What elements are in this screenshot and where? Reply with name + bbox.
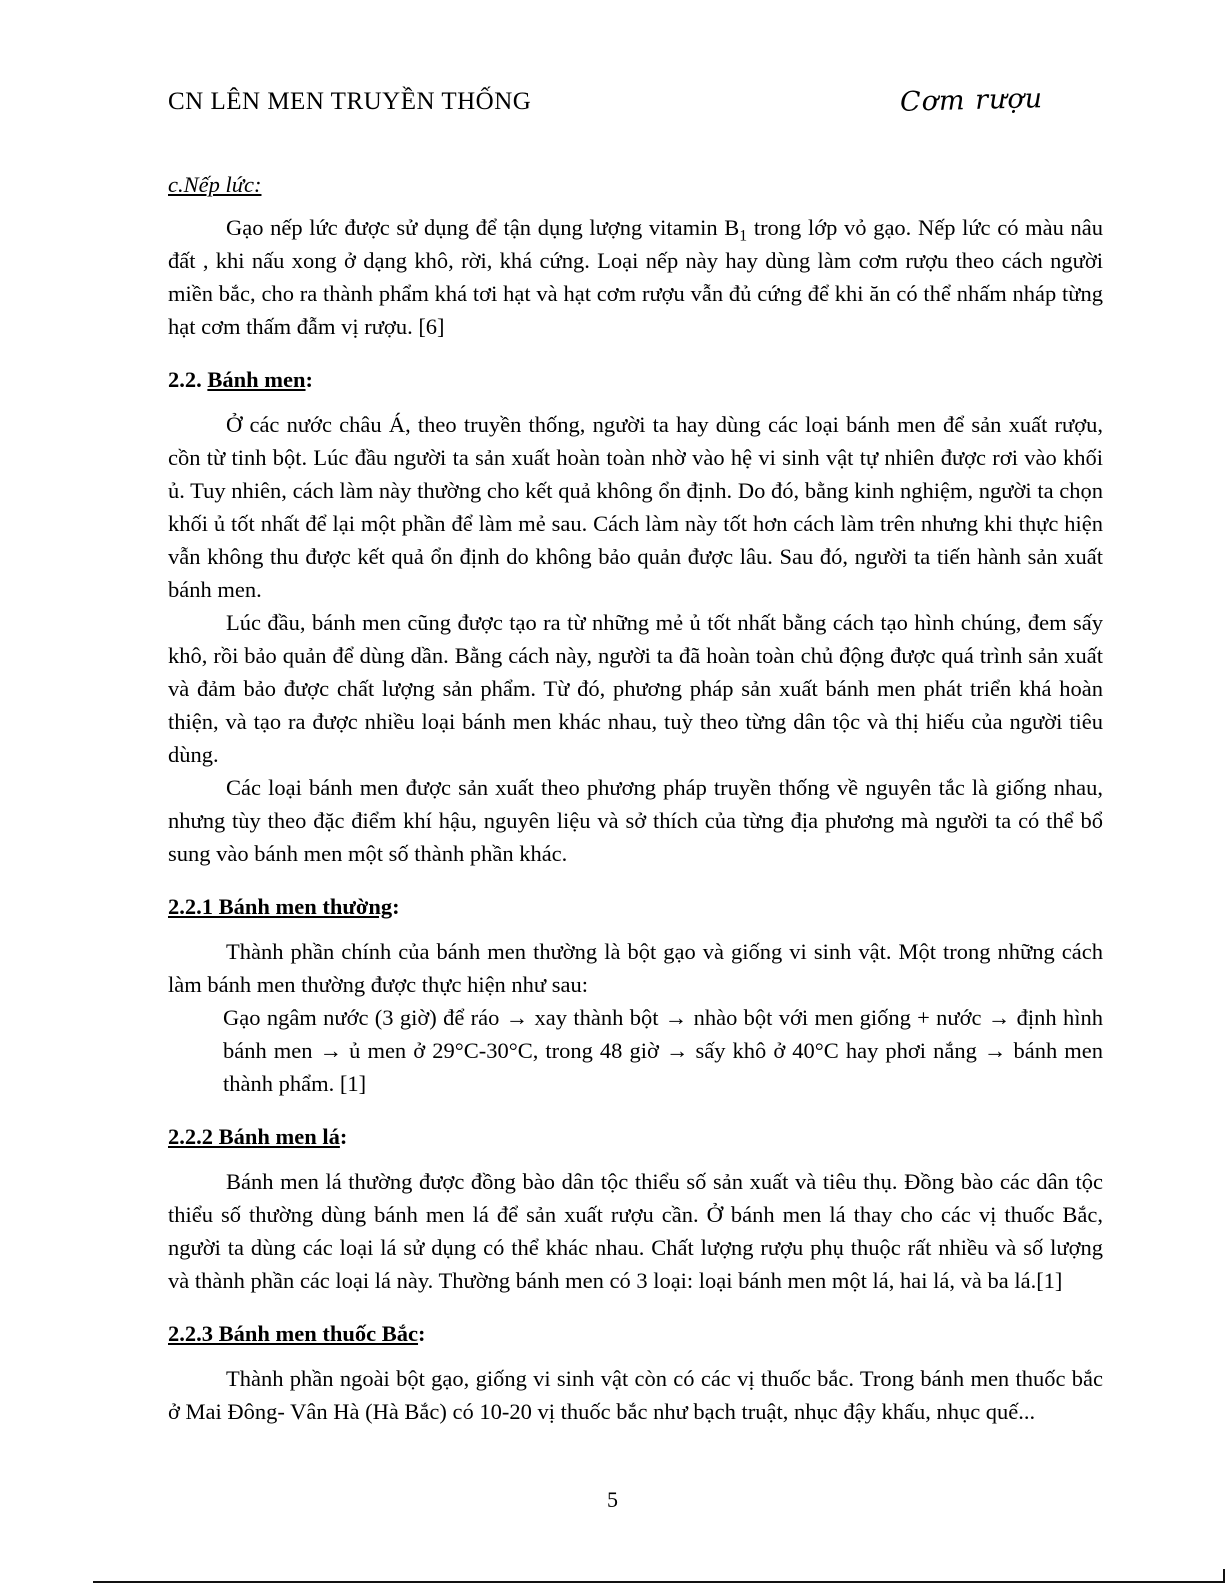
heading-banh-men-la [168,1120,1103,1153]
paragraph-text: trong lớp vỏ gạo. Nếp lức có màu nâu đất , khi nấu xong ở dạng khô, rời, khá cứng. Loại nếp này hay dùng làm cơm rượu theo cách người miền bắc, cho ra thành phẩm khá tơi hạt và hạt cơm rượu vẫn đủ cứng để khi ăn có thể nhấm nháp từng hạt cơm thấm đẫm vị rượu. [6] [168,215,1103,339]
paragraph: Ở các nước châu Á, theo truyền thống, người ta hay dùng các loại bánh men để sản xuất rượu, cồn từ tinh bột. Lúc đầu người ta sản xuất hoàn toàn nhờ vào hệ vi sinh vật tự nhiên được rơi vào khối ủ. Tuy nhiên, cách làm này thường cho kết quả không ổn định. Do đó, bằng kinh nghiệm, người ta chọn khối ủ tốt nhất để lại một phần để làm mẻ sau. Cách làm này tốt hơn cách làm trên nhưng khi thực hiện vẫn không thu được kết quả ổn định do không bảo quản được lâu. Sau đó, người ta tiến hành sản xuất bánh men. [168,412,1103,602]
heading-number: 2.2. [168,367,202,392]
heading-title: 2.2.3 Bánh men thuốc Bắc [168,1321,419,1346]
heading-colon: : [392,894,400,919]
paragraph: Lúc đầu, bánh men cũng được tạo ra từ những mẻ ủ tốt nhất bằng cách tạo hình chúng, đem sấy khô, rồi bảo quản để dùng dần. Bằng cách này, người ta đã hoàn toàn chủ động được quá trình sản xuất và đảm bảo được chất lượng sản phẩm. Từ đó, phương pháp sản xuất bánh men phát triển khá hoàn thiện, và tạo ra được nhiều loại bánh men khác nhau, tuỳ theo từng dân tộc và thị hiếu của người tiêu dùng. [168,610,1103,767]
handwritten-note: Cơm rượu [899,83,1044,118]
heading-colon: : [418,1321,426,1346]
heading-title: 2.2.2 Bánh men lá [168,1124,340,1149]
paragraph: Bánh men lá thường được đồng bào dân tộc thiểu số sản xuất và tiêu thụ. Đồng bào các dân tộc thiểu số thường dùng bánh men lá để sản xuất rượu cần. Ở bánh men lá thay cho các vị thuốc Bắc, người ta dùng các loại lá sử dụng có thể khác nhau. Chất lượng rượu phụ thuộc rất nhiều và số lượng và thành phần các loại lá này. Thường bánh men có 3 loại: loại bánh men một lá, hai lá, và ba lá.[1] [168,1169,1103,1293]
page-number: 5 [607,1487,618,1512]
paragraph-nep-luc [168,211,1103,343]
heading-colon: : [305,367,314,392]
heading-colon: : [339,1124,348,1149]
heading-banh-men-thuong [168,890,1103,923]
paragraph: Thành phần chính của bánh men thường là bột gạo và giống vi sinh vật. Một trong những cách làm bánh men thường được thực hiện như sau: [168,939,1103,997]
heading-nep-luc: c.Nếp lức: [168,172,262,197]
process-flow: Gạo ngâm nước (3 giờ) để ráo → xay thành bột → nhào bột với men giống + nước → định hình bánh men → ủ men ở 29°C-30°C, trong 48 giờ → sấy khô ở 40°C hay phơi nắng → bánh men thành phẩm. [1] [223,1005,1103,1096]
heading-title: 2.2.1 Bánh men thường [168,894,393,919]
heading-banh-men-thuoc-bac [168,1317,1103,1350]
page-header [168,85,1103,116]
document-title: CN LÊN MEN TRUYỀN THỐNG [168,88,532,115]
heading-title: Bánh men [207,367,306,392]
paragraph: Các loại bánh men được sản xuất theo phương pháp truyền thống về nguyên tắc là giống nhau, nhưng tùy theo đặc điểm khí hậu, nguyên liệu và sở thích của từng địa phương mà người ta có thể bổ sung vào bánh men một số thành phần khác. [168,775,1103,866]
heading-banh-men [168,363,1103,396]
bottom-border-line [93,1581,1225,1583]
subscript-text: 1 [739,227,748,245]
paragraph-text: Gạo nếp lức được sử dụng để tận dụng lượng vitamin B [226,215,740,240]
paragraph: Thành phần ngoài bột gạo, giống vi sinh vật còn có các vị thuốc bắc. Trong bánh men thuốc bắc ở Mai Đông- Vân Hà (Hà Bắc) có 10-20 vị thuốc bắc như bạch truật, nhục đậy khấu, nhục quế... [168,1366,1103,1424]
